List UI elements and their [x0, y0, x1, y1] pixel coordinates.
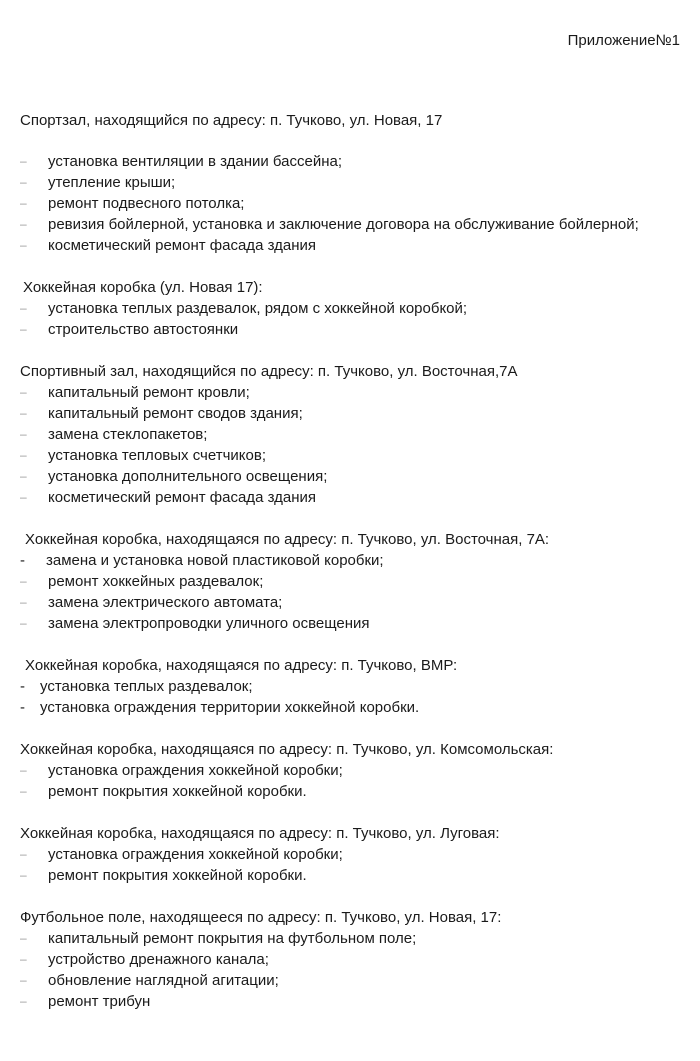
- document-body: [20, 110, 670, 1033]
- list-item: [20, 760, 670, 781]
- list-item: [20, 991, 670, 1012]
- list-bullet: –: [20, 427, 27, 441]
- list-item-text: ремонт трибун: [48, 993, 151, 1010]
- list-item-text: установка теплых раздевалок;: [40, 678, 253, 695]
- section-hockey-box-vmr: [20, 655, 670, 718]
- list-bullet: –: [20, 574, 27, 588]
- list-bullet: –: [20, 490, 27, 504]
- section-title: Хоккейная коробка (ул. Новая 17):: [23, 279, 263, 296]
- list-item-text: строительство автостоянки: [48, 321, 239, 338]
- list-bullet: –: [20, 406, 27, 420]
- section-sports-hall-vostochnaya: [20, 361, 670, 508]
- list-item: [20, 970, 670, 991]
- section-title: Спортивный зал, находящийся по адресу: п. Тучково, ул. Восточная,7А: [20, 363, 518, 380]
- section-title: Спортзал, находящийся по адресу: п. Тучково, ул. Новая, 17: [20, 112, 443, 129]
- list-bullet: –: [20, 322, 27, 336]
- list-item: [20, 298, 670, 319]
- list-item-text: ремонт покрытия хоккейной коробки.: [48, 867, 307, 884]
- list-bullet: -: [20, 552, 25, 569]
- list-bullet: –: [20, 469, 27, 483]
- list-item-text: замена электрического автомата;: [48, 594, 283, 611]
- list-item-text: замена электропроводки уличного освещения: [48, 615, 370, 632]
- list-bullet: -: [20, 699, 25, 716]
- list-item: [20, 424, 670, 445]
- list-bullet: -: [20, 678, 25, 695]
- list-bullet: –: [20, 385, 27, 399]
- list-bullet: –: [20, 994, 27, 1008]
- list-item-text: устройство дренажного канала;: [48, 951, 269, 968]
- list-bullet: –: [20, 448, 27, 462]
- list-item: [20, 697, 670, 718]
- list-item-text: ремонт подвесного потолка;: [48, 195, 245, 212]
- section-title: Футбольное поле, находящееся по адресу: п. Тучково, ул. Новая, 17:: [20, 909, 502, 926]
- list-item: [20, 592, 670, 613]
- list-bullet: –: [20, 973, 27, 987]
- list-item-text: обновление наглядной агитации;: [48, 972, 279, 989]
- section-hockey-box-novaya: [20, 277, 670, 340]
- list-item: [20, 949, 670, 970]
- list-item-text: капитальный ремонт покрытия на футбольном поле;: [48, 930, 417, 947]
- list-bullet: –: [20, 763, 27, 777]
- list-bullet: –: [20, 154, 27, 168]
- list-item-text: косметический ремонт фасада здания: [48, 237, 317, 254]
- list-bullet: –: [20, 196, 27, 210]
- list-bullet: –: [20, 784, 27, 798]
- list-item: [20, 865, 670, 886]
- list-bullet: –: [20, 931, 27, 945]
- list-bullet: –: [20, 238, 27, 252]
- list-item-text: установка ограждения хоккейной коробки;: [48, 762, 343, 779]
- list-item: [20, 676, 670, 697]
- list-item-text: установка тепловых счетчиков;: [48, 447, 266, 464]
- list-bullet: –: [20, 952, 27, 966]
- list-item-text: установка дополнительного освещения;: [48, 468, 328, 485]
- list-item: [20, 382, 670, 403]
- list-item-text: установка теплых раздевалок, рядом с хоккейной коробкой;: [48, 300, 468, 317]
- list-item: [20, 928, 670, 949]
- list-item-text: ремонт хоккейных раздевалок;: [48, 573, 264, 590]
- list-item: [20, 466, 670, 487]
- list-bullet: –: [20, 217, 27, 231]
- section-sports-hall-novaya: [20, 110, 670, 256]
- list-item: [20, 571, 670, 592]
- list-bullet: –: [20, 616, 27, 630]
- list-bullet: –: [20, 595, 27, 609]
- list-item: [20, 172, 670, 193]
- list-item-text: замена и установка новой пластиковой коробки;: [46, 552, 384, 569]
- list-item: [20, 319, 670, 340]
- list-item-text: установка вентиляции в здании бассейна;: [48, 153, 343, 170]
- section-title: Хоккейная коробка, находящаяся по адресу: п. Тучково, ул. Луговая:: [20, 825, 500, 842]
- list-item: [20, 193, 670, 214]
- list-item: [20, 151, 670, 172]
- list-item: [20, 235, 670, 256]
- list-item-text: капитальный ремонт сводов здания;: [48, 405, 303, 422]
- list-item-text: косметический ремонт фасада здания: [48, 489, 317, 506]
- list-item: [20, 844, 670, 865]
- list-item: [20, 550, 670, 571]
- list-bullet: –: [20, 868, 27, 882]
- section-football-field-novaya: [20, 907, 670, 1012]
- list-item: [20, 781, 670, 802]
- section-hockey-box-komsomolskaya: [20, 739, 670, 802]
- section-title: Хоккейная коробка, находящаяся по адресу: п. Тучково, ул. Восточная, 7А:: [25, 531, 550, 548]
- list-bullet: –: [20, 301, 27, 315]
- list-item-text: утепление крыши;: [48, 174, 176, 191]
- list-item: [20, 445, 670, 466]
- list-item-text: ревизия бойлерной, установка и заключение договора на обслуживание бойлерной;: [48, 216, 639, 233]
- appendix-label: Приложение№1: [567, 32, 680, 49]
- list-item-text: установка ограждения территории хоккейной коробки.: [40, 699, 420, 716]
- list-item: [20, 214, 670, 235]
- section-hockey-box-lugovaya: [20, 823, 670, 886]
- section-title: Хоккейная коробка, находящаяся по адресу: п. Тучково, ВМР:: [25, 657, 458, 674]
- list-bullet: –: [20, 175, 27, 189]
- section-hockey-box-vostochnaya: [20, 529, 670, 634]
- list-item-text: капитальный ремонт кровли;: [48, 384, 250, 401]
- list-item-text: установка ограждения хоккейной коробки;: [48, 846, 343, 863]
- list-item: [20, 487, 670, 508]
- list-bullet: –: [20, 847, 27, 861]
- list-item-text: ремонт покрытия хоккейной коробки.: [48, 783, 307, 800]
- list-item: [20, 613, 670, 634]
- section-title: Хоккейная коробка, находящаяся по адресу: п. Тучково, ул. Комсомольская:: [20, 741, 554, 758]
- list-item: [20, 403, 670, 424]
- list-item-text: замена стеклопакетов;: [48, 426, 208, 443]
